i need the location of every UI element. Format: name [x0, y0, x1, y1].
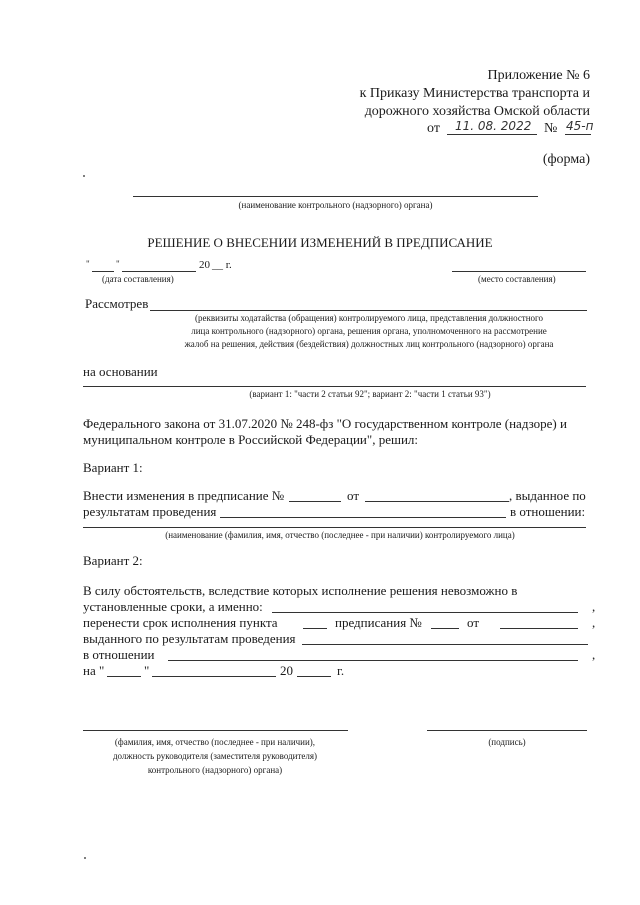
variant-2-point-line [303, 628, 327, 629]
place-caption: (место составления) [478, 274, 556, 284]
variant-1-subject-line [83, 527, 586, 528]
variant-2-line-3a: перенести срок исполнения пункта [83, 615, 278, 630]
variant-2-label: Вариант 2: [83, 553, 143, 568]
variant-2-date-line [500, 628, 578, 629]
signature-name-line [83, 730, 348, 731]
variant-2-line-3b: предписания № [335, 615, 422, 630]
variant-2-line-2a: установленные сроки, а именно: [83, 599, 263, 614]
appendix-line-1: Приложение № 6 [487, 68, 590, 83]
variant-2-comma-2: , [592, 615, 596, 630]
appendix-number-handwritten: 45-п [566, 119, 594, 133]
variant-2-line-6c: 20 [280, 663, 293, 678]
variant-1-line-2b: в отношении: [510, 504, 586, 519]
law-line-2: муниципальном контроле в Российской Федерации", решил: [83, 432, 419, 447]
date-quote-close: " [116, 259, 120, 269]
authority-caption: (наименование контрольного (надзорного) органа) [238, 200, 433, 210]
basis-caption: (вариант 1: "части 2 статьи 92"; вариант 2: "части 1 статьи 93") [249, 389, 491, 399]
date-month-line [122, 271, 196, 272]
considered-caption-2: лица контрольного (надзорного) органа, решения органа, уполномоченного на рассмотрение [191, 326, 547, 336]
variant-1-line-2a: результатам проведения [83, 504, 217, 519]
variant-1-procedure-line [220, 517, 506, 518]
variant-2-order-number-line [431, 628, 459, 629]
date-year-suffix: __ г. [212, 259, 232, 271]
variant-2-line-1: В силу обстоятельств, вследствие которых исполнение решения невозможно в [83, 583, 518, 598]
law-line-1: Федерального закона от 31.07.2020 № 248-фз "О государственном контроле (надзоре) и [83, 416, 567, 431]
variant-2-line-3c: от [467, 615, 480, 630]
appendix-date-line [447, 134, 537, 135]
variant-2-line-4a: выданного по результатам проведения [83, 631, 296, 646]
place-line [452, 271, 586, 272]
page-title: РЕШЕНИЕ О ВНЕСЕНИИ ИЗМЕНЕНИЙ В ПРЕДПИСАНИЕ [147, 235, 493, 250]
scan-speck [83, 175, 85, 177]
variant-2-year-line [297, 676, 331, 677]
considered-caption-3: жалоб на решения, действия (бездействия) должностных лиц контрольного (надзорного) органа [184, 339, 554, 349]
variant-1-date-line [365, 501, 509, 502]
signature-sign-line [427, 730, 587, 731]
date-quote-open: " [86, 259, 90, 269]
form-label: (форма) [542, 152, 590, 167]
variant-2-line-6d: г. [337, 663, 345, 678]
signature-caption-3: контрольного (надзорного) органа) [147, 765, 283, 775]
considered-caption-1: (реквизиты ходатайства (обращения) контролируемого лица, представления должностного [194, 313, 544, 323]
date-caption: (дата составления) [102, 274, 174, 284]
variant-2-line-6b: " [144, 663, 150, 678]
variant-2-comma-3: , [592, 647, 596, 662]
authority-line [133, 196, 538, 197]
signature-caption-1: (фамилия, имя, отчество (последнее - при наличии), [114, 737, 316, 747]
variant-2-subject-line [168, 660, 578, 661]
appendix-number-line [565, 134, 591, 135]
variant-2-line-5a: в отношении [83, 647, 155, 662]
appendix-from-label: от [427, 121, 440, 136]
signature-caption-2: должность руководителя (заместителя руководителя) [112, 751, 318, 761]
appendix-number-sign: № [544, 121, 558, 136]
variant-1-line-1c: , выданное по [509, 488, 586, 503]
basis-label: на основании [83, 364, 158, 379]
appendix-line-2: к Приказу Министерства транспорта и [359, 86, 590, 101]
variant-1-label: Вариант 1: [83, 460, 143, 475]
variant-2-day-line [107, 676, 141, 677]
variant-2-circumstances-line [272, 612, 578, 613]
variant-2-procedure-line [302, 644, 588, 645]
variant-2-line-6a: на " [83, 663, 105, 678]
basis-line [83, 386, 586, 387]
variant-2-month-line [152, 676, 276, 677]
considered-line [150, 310, 587, 311]
appendix-date-handwritten: 11. 08. 2022 [455, 119, 532, 133]
variant-2-comma-1: , [592, 599, 596, 614]
variant-1-caption: (наименование (фамилия, имя, отчество (последнее - при наличии) контролируемого лица) [165, 530, 515, 540]
variant-1-number-line [289, 501, 341, 502]
variant-1-line-1b: от [347, 488, 360, 503]
signature-sign-caption: (подпись) [488, 737, 526, 747]
variant-1-line-1a: Внести изменения в предписание № [83, 488, 285, 503]
date-day-line [92, 271, 114, 272]
date-year-prefix: 20 [199, 259, 210, 271]
considered-label: Рассмотрев [85, 296, 149, 311]
appendix-line-3: дорожного хозяйства Омской области [364, 104, 590, 119]
scan-speck [84, 857, 86, 859]
